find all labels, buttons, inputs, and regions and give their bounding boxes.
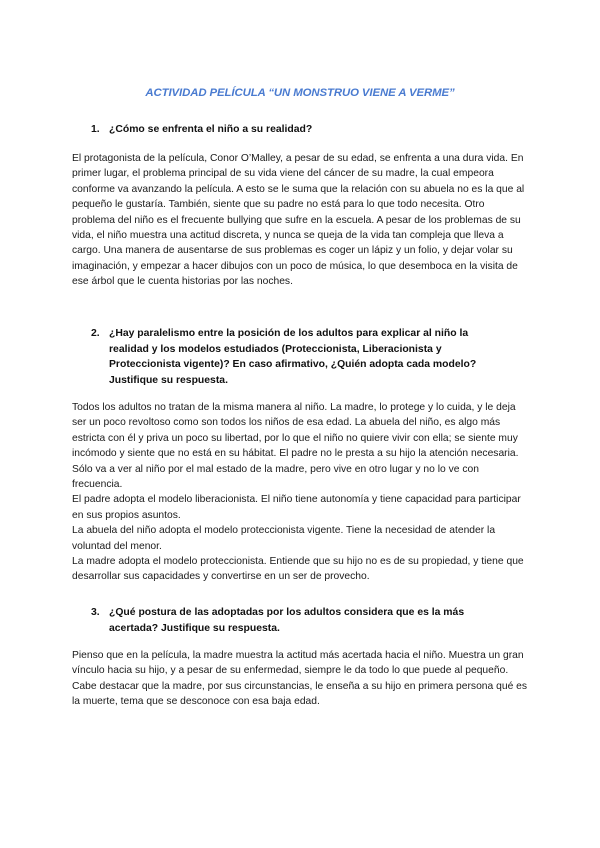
question-number: 2. [91, 328, 100, 339]
question-number: 3. [91, 607, 100, 618]
question-text: ¿Cómo se enfrenta el niño a su realidad? [109, 124, 313, 135]
answer-paragraph: Pienso que en la película, la madre muestra la actitud más acertada hacia el niño. Muestra un gran vínculo hacia su hijo, y a pesar de su enfermedad, siempre le da todo lo que puede al pequeño. Cabe destacar que la madre, por sus circunstancias, le enseña a su hijo en primera persona qué es la muerte, tema que se desconoce con esa baja edad. [72, 650, 528, 708]
question-1 [91, 122, 509, 138]
answer-paragraph: Todos los adultos no tratan de la misma manera al niño. La madre, lo protege y lo cuida, y le deja ser un poco revoltoso como son todos los niños de esa edad. La abuela del niño, es algo más estricta con él y priva un poco su libertad, por lo que el niño no quiere vivir con ella; se siente muy incómodo y siente que no está en su hábitat. El padre no le presta a su hijo la atención necesaria. Sólo va a ver al niño por el mal estado de la madre, pero vive en otro lugar y no lo ve con frecuencia. [72, 402, 519, 491]
document-title: ACTIVIDAD PELÍCULA “UN MONSTRUO VIENE A VERME” [145, 87, 455, 99]
question-2 [91, 326, 509, 388]
answer-paragraph: El padre adopta el modelo liberacionista. El niño tiene autonomía y tiene capacidad para participar en sus propios asuntos. [72, 494, 521, 521]
question-text: ¿Hay paralelismo entre la posición de los adultos para explicar al niño la realidad y los modelos estudiados (Proteccionista, Liberacionista y Proteccionista vigente)? En caso afirmativo, ¿Quién adopta cada modelo? Justifique su respuesta. [109, 328, 477, 386]
question-3 [91, 605, 509, 636]
answer-1 [72, 151, 529, 290]
answer-paragraph: La madre adopta el modelo proteccionista. Entiende que su hijo no es de su propiedad, y tiene que desarrollar sus capacidades y convertirse en un ser de provecho. [72, 556, 524, 583]
answer-2 [72, 400, 529, 585]
question-text: ¿Qué postura de las adoptadas por los adultos considera que es la más acertada? Justifique su respuesta. [109, 607, 465, 634]
answer-paragraph: El protagonista de la película, Conor O’Malley, a pesar de su edad, se enfrenta a una dura vida. En primer lugar, el problema principal de su vida viene del cáncer de su madre, la cual empeora conforme va avanzando la película. A esto se le suma que la relación con su abuela no es la que al pequeño le gustaría. También, siente que su padre no está para lo que todo necesita. Otro problema del niño es el frecuente bullying que sufre en la escuela. A pesar de los problemas de su vida, el niño muestra una actitud discreta, y nunca se queja de la vida tan compleja que lleva a cargo. Una manera de ausentarse de sus problemas es coger un lápiz y un folio, y dejar volar su imaginación, y empezar a hacer dibujos con un poco de música, lo que desemboca en la visita de ese árbol que le cuenta historias por las noches. [72, 153, 525, 288]
answer-3 [72, 648, 529, 710]
answer-paragraph: La abuela del niño adopta el modelo proteccionista vigente. Tiene la necesidad de atender la voluntad del menor. [72, 525, 496, 552]
question-number: 1. [91, 124, 100, 135]
